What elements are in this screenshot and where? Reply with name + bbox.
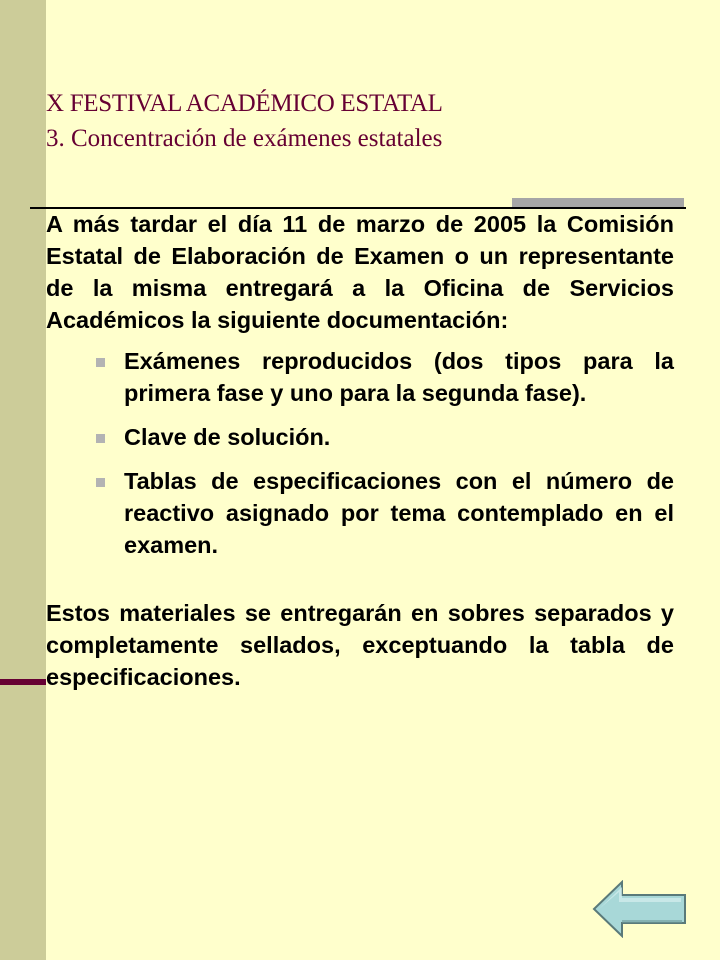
slide-title (46, 86, 686, 156)
list-item (46, 421, 674, 453)
list-item-text: Exámenes reproducidos (dos tipos para la primera fase y uno para la segunda fase). (124, 348, 674, 406)
divider-accent-bar (512, 198, 684, 207)
intro-paragraph: A más tardar el día 11 de marzo de 2005 la Comisión Estatal de Elaboración de Examen o un representante de la misma entregará a la Oficina de Servicios Académicos la siguiente documentación: (46, 211, 674, 333)
left-accent-bar (0, 679, 46, 685)
square-bullet-icon (96, 434, 105, 443)
left-arrow-icon (592, 880, 687, 938)
square-bullet-icon (96, 358, 105, 367)
title-line-2: 3. Concentración de exámenes estatales (46, 125, 443, 152)
list-item-text: Tablas de especificaciones con el número de reactivo asignado por tema contemplado en el examen. (124, 468, 674, 558)
slide-content (46, 208, 674, 693)
list-item-text: Clave de solución. (124, 424, 331, 450)
bullet-list (46, 345, 674, 561)
back-button[interactable] (592, 880, 687, 938)
list-item (46, 465, 674, 561)
square-bullet-icon (96, 478, 105, 487)
left-decorative-band (0, 0, 46, 960)
closing-paragraph: Estos materiales se entregarán en sobres separados y completamente sellados, exceptuando la tabla de especificaciones. (46, 600, 674, 690)
title-line-1: X FESTIVAL ACADÉMICO ESTATAL (46, 90, 443, 117)
list-item (46, 345, 674, 409)
